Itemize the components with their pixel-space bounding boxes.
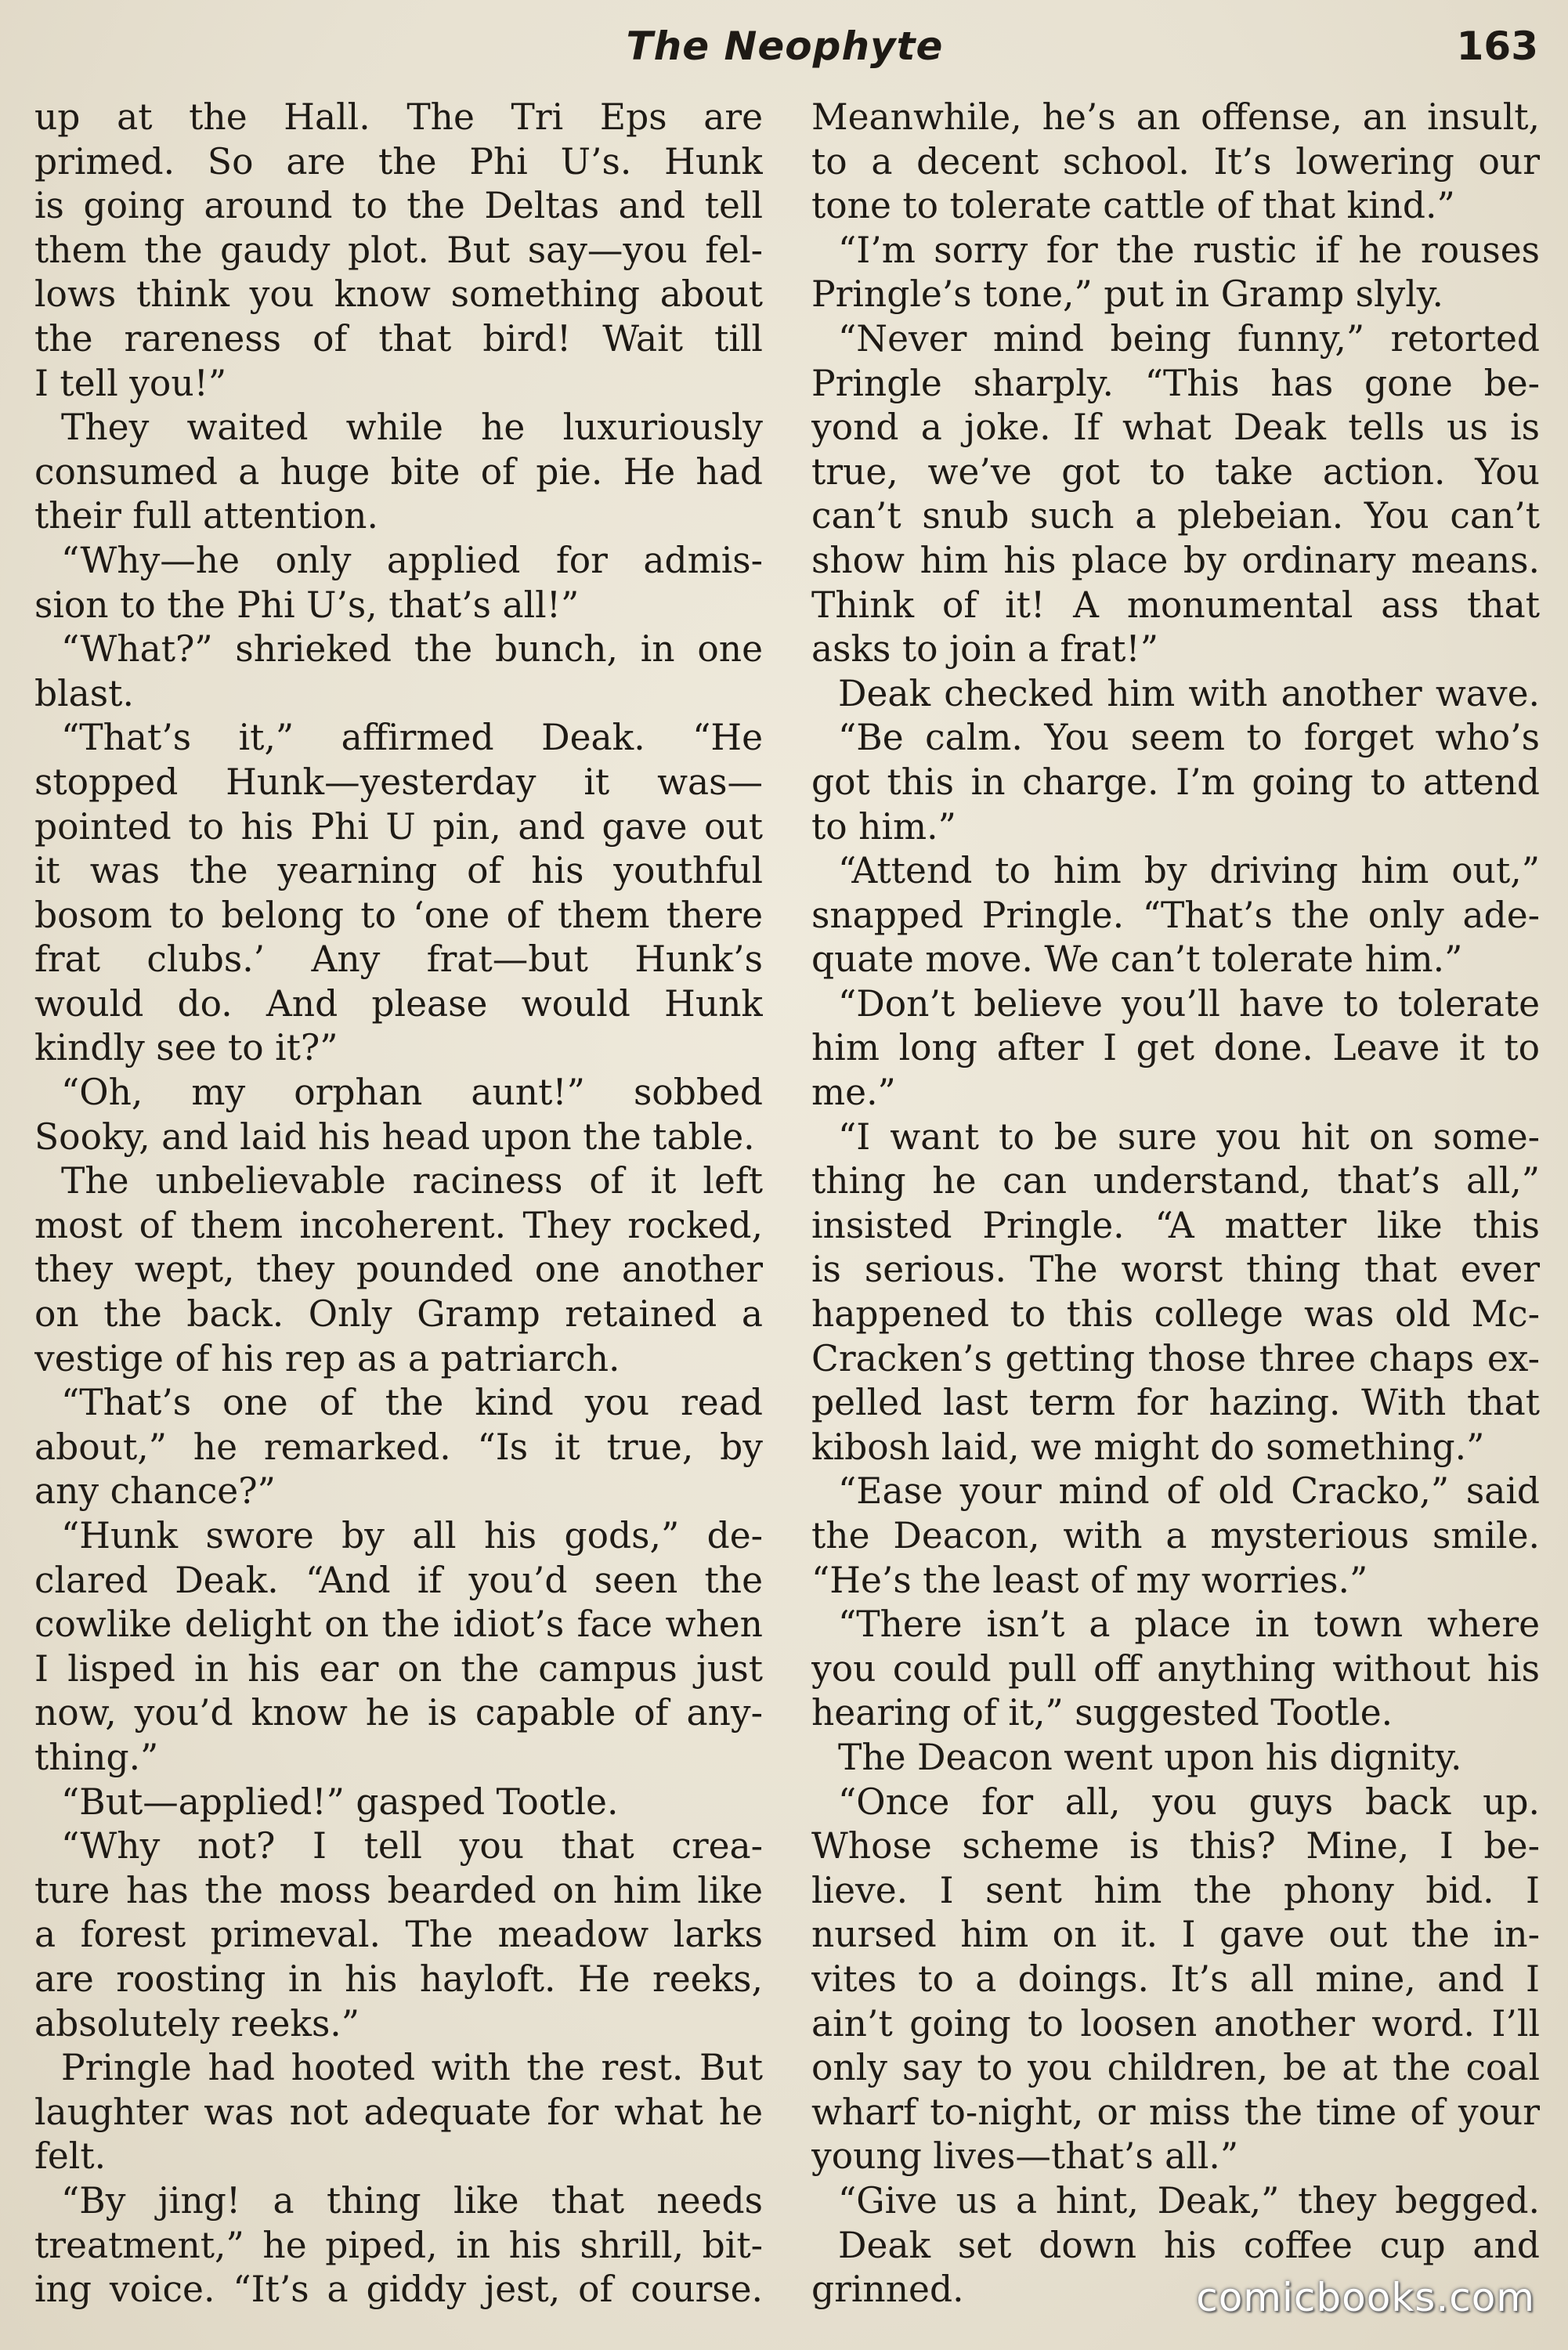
- running-title: The Neophyte: [626, 24, 944, 69]
- text-line: Meanwhile, he’s an offense, an insult,: [811, 96, 1540, 138]
- text-line: thing.”: [34, 1736, 159, 1778]
- text-line: ture has the moss bearded on him like: [34, 1869, 763, 1911]
- text-line: “What?” shrieked the bunch, in one: [61, 628, 763, 671]
- text-line: sion to the Phi U’s, that’s all!”: [34, 584, 580, 626]
- text-line: Deak set down his coffee cup and: [838, 2224, 1540, 2266]
- text-line: Deak checked him with another wave.: [838, 672, 1540, 714]
- text-line: “Never mind being funny,” retorted: [838, 317, 1540, 360]
- text-line: is serious. The worst thing that ever: [811, 1249, 1540, 1291]
- text-line: treatment,” he piped, in his shrill, bit-: [34, 2224, 763, 2266]
- text-line: lows think you know something about: [34, 273, 763, 316]
- text-line: only say to you children, be at the coal: [811, 2047, 1540, 2089]
- text-line: yond a joke. If what Deak tells us is: [811, 407, 1540, 449]
- text-line: lieve. I sent him the phony bid. I: [811, 1869, 1540, 1911]
- text-line: Pringle had hooted with the rest. But: [61, 2047, 763, 2089]
- text-line: are roosting in his hayloft. He reeks,: [34, 1958, 763, 2000]
- text-line: it was the yearning of his youthful: [34, 850, 763, 892]
- text-line: “Why not? I tell you that crea-: [61, 1825, 763, 1867]
- text-line: Pringle sharply. “This has gone be-: [811, 362, 1540, 404]
- text-line: nursed him on it. I gave out the in-: [811, 1914, 1540, 1956]
- text-line: now, you’d know he is capable of any-: [34, 1692, 763, 1734]
- text-line: “That’s one of the kind you read: [61, 1382, 763, 1424]
- text-line: young lives—that’s all.”: [811, 2135, 1239, 2178]
- text-line: Cracken’s getting those three chaps ex-: [811, 1337, 1540, 1379]
- left-column: [34, 96, 763, 2312]
- text-line: The unbelievable raciness of it left: [61, 1160, 763, 1202]
- text-line: ain’t going to loosen another word. I’ll: [811, 2002, 1540, 2044]
- text-line: insisted Pringle. “A matter like this: [811, 1204, 1540, 1246]
- text-line: blast.: [34, 672, 134, 714]
- text-line: clared Deak. “And if you’d seen the: [34, 1559, 763, 1601]
- text-line: The Deacon went upon his dignity.: [838, 1736, 1462, 1778]
- text-line: Sooky, and laid his head upon the table.: [34, 1115, 755, 1158]
- text-line: “By jing! a thing like that needs: [61, 2179, 763, 2222]
- text-line: Pringle’s tone,” put in Gramp slyly.: [811, 273, 1443, 316]
- text-line: asks to join a frat!”: [811, 628, 1158, 671]
- text-line: vites to a doings. It’s all mine, and I: [811, 1958, 1540, 2000]
- text-line: “I’m sorry for the rustic if he rouses: [838, 229, 1540, 271]
- text-line: “There isn’t a place in town where: [838, 1603, 1540, 1646]
- text-line: ing voice. “It’s a giddy jest, of course.: [34, 2269, 763, 2311]
- text-line: “Why—he only applied for admis-: [61, 539, 763, 581]
- text-line: is going around to the Deltas and tell: [34, 185, 763, 227]
- text-line: vestige of his rep as a patriarch.: [34, 1337, 620, 1379]
- text-line: the Deacon, with a mysterious smile.: [811, 1515, 1540, 1556]
- text-line: “Ease your mind of old Cracko,” said: [838, 1470, 1540, 1513]
- text-line: about,” he remarked. “Is it true, by: [34, 1426, 763, 1468]
- text-line: snapped Pringle. “That’s the only ade-: [811, 894, 1540, 936]
- text-line: you could pull off anything without his: [811, 1647, 1540, 1690]
- text-line: “Hunk swore by all his gods,” de-: [61, 1515, 763, 1556]
- page-header: [31, 17, 1538, 80]
- text-line: “Attend to him by driving him out,”: [838, 850, 1540, 892]
- text-line: tone to tolerate cattle of that kind.”: [811, 185, 1455, 227]
- text-line: consumed a huge bite of pie. He had: [34, 450, 763, 493]
- page-number: 163: [1456, 24, 1538, 69]
- text-line: “I want to be sure you hit on some-: [838, 1115, 1540, 1158]
- text-line: I tell you!”: [34, 362, 227, 404]
- text-line: felt.: [34, 2135, 107, 2178]
- text-line: me.”: [811, 1072, 896, 1114]
- text-line: Whose scheme is this? Mine, I be-: [811, 1825, 1540, 1867]
- text-line: thing he can understand, that’s all,”: [811, 1160, 1540, 1202]
- text-line: “He’s the least of my worries.”: [811, 1559, 1368, 1601]
- text-line: up at the Hall. The Tri Eps are: [34, 96, 763, 138]
- text-line: to a decent school. It’s lowering our: [811, 140, 1540, 183]
- right-column: [811, 96, 1540, 2312]
- text-line: “Oh, my orphan aunt!” sobbed: [61, 1072, 763, 1114]
- text-line: “Once for all, you guys back up.: [838, 1781, 1540, 1823]
- text-line: stopped Hunk—yesterday it was—: [34, 761, 763, 803]
- text-line: pointed to his Phi U pin, and gave out: [34, 805, 763, 848]
- text-line: bosom to belong to ‘one of them there: [34, 894, 763, 936]
- text-line: they wept, they pounded one another: [34, 1249, 763, 1291]
- text-line: absolutely reeks.”: [34, 2002, 360, 2044]
- text-line: any chance?”: [34, 1470, 276, 1513]
- text-line: to him.”: [811, 805, 956, 848]
- text-line: Think of it! A monumental ass that: [811, 584, 1540, 626]
- text-line: kindly see to it?”: [34, 1027, 338, 1069]
- text-line: primed. So are the Phi U’s. Hunk: [34, 140, 763, 183]
- text-line: They waited while he luxuriously: [61, 407, 763, 449]
- text-line: “Give us a hint, Deak,” they begged.: [838, 2179, 1540, 2222]
- text-line: their full attention.: [34, 495, 378, 537]
- text-line: “That’s it,” affirmed Deak. “He: [61, 717, 763, 759]
- text-line: grinned.: [811, 2269, 964, 2311]
- text-line: wharf to-night, or miss the time of your: [811, 2091, 1540, 2133]
- text-columns: [34, 96, 1540, 2312]
- text-line: can’t snub such a plebeian. You can’t: [811, 495, 1540, 537]
- text-line: hearing of it,” suggested Tootle.: [811, 1692, 1393, 1734]
- text-line: would do. And please would Hunk: [34, 982, 763, 1025]
- text-line: most of them incoherent. They rocked,: [34, 1204, 763, 1246]
- text-line: pelled last term for hazing. With that: [811, 1382, 1540, 1424]
- text-line: “Be calm. You seem to forget who’s: [838, 717, 1540, 759]
- text-line: happened to this college was old Mc-: [811, 1293, 1540, 1336]
- text-line: “But—applied!” gasped Tootle.: [61, 1781, 619, 1823]
- text-line: got this in charge. I’m going to attend: [811, 761, 1540, 803]
- text-line: the rareness of that bird! Wait till: [34, 317, 763, 360]
- text-line: laughter was not adequate for what he: [34, 2091, 763, 2133]
- text-line: kibosh laid, we might do something.”: [811, 1426, 1485, 1468]
- text-line: I lisped in his ear on the campus just: [34, 1647, 763, 1690]
- text-line: cowlike delight on the idiot’s face when: [34, 1603, 763, 1646]
- text-line: show him his place by ordinary means.: [811, 539, 1540, 581]
- text-line: on the back. Only Gramp retained a: [34, 1293, 763, 1336]
- text-line: him long after I get done. Leave it to: [811, 1027, 1540, 1069]
- text-line: them the gaudy plot. But say—you fel-: [34, 229, 763, 271]
- text-line: frat clubs.’ Any frat—but Hunk’s: [34, 938, 763, 981]
- watermark-logo: comicbooks.com: [1196, 2275, 1535, 2320]
- text-line: a forest primeval. The meadow larks: [34, 1914, 763, 1956]
- text-line: quate move. We can’t tolerate him.”: [811, 938, 1463, 981]
- text-line: “Don’t believe you’ll have to tolerate: [838, 982, 1540, 1025]
- text-line: true, we’ve got to take action. You: [811, 450, 1540, 493]
